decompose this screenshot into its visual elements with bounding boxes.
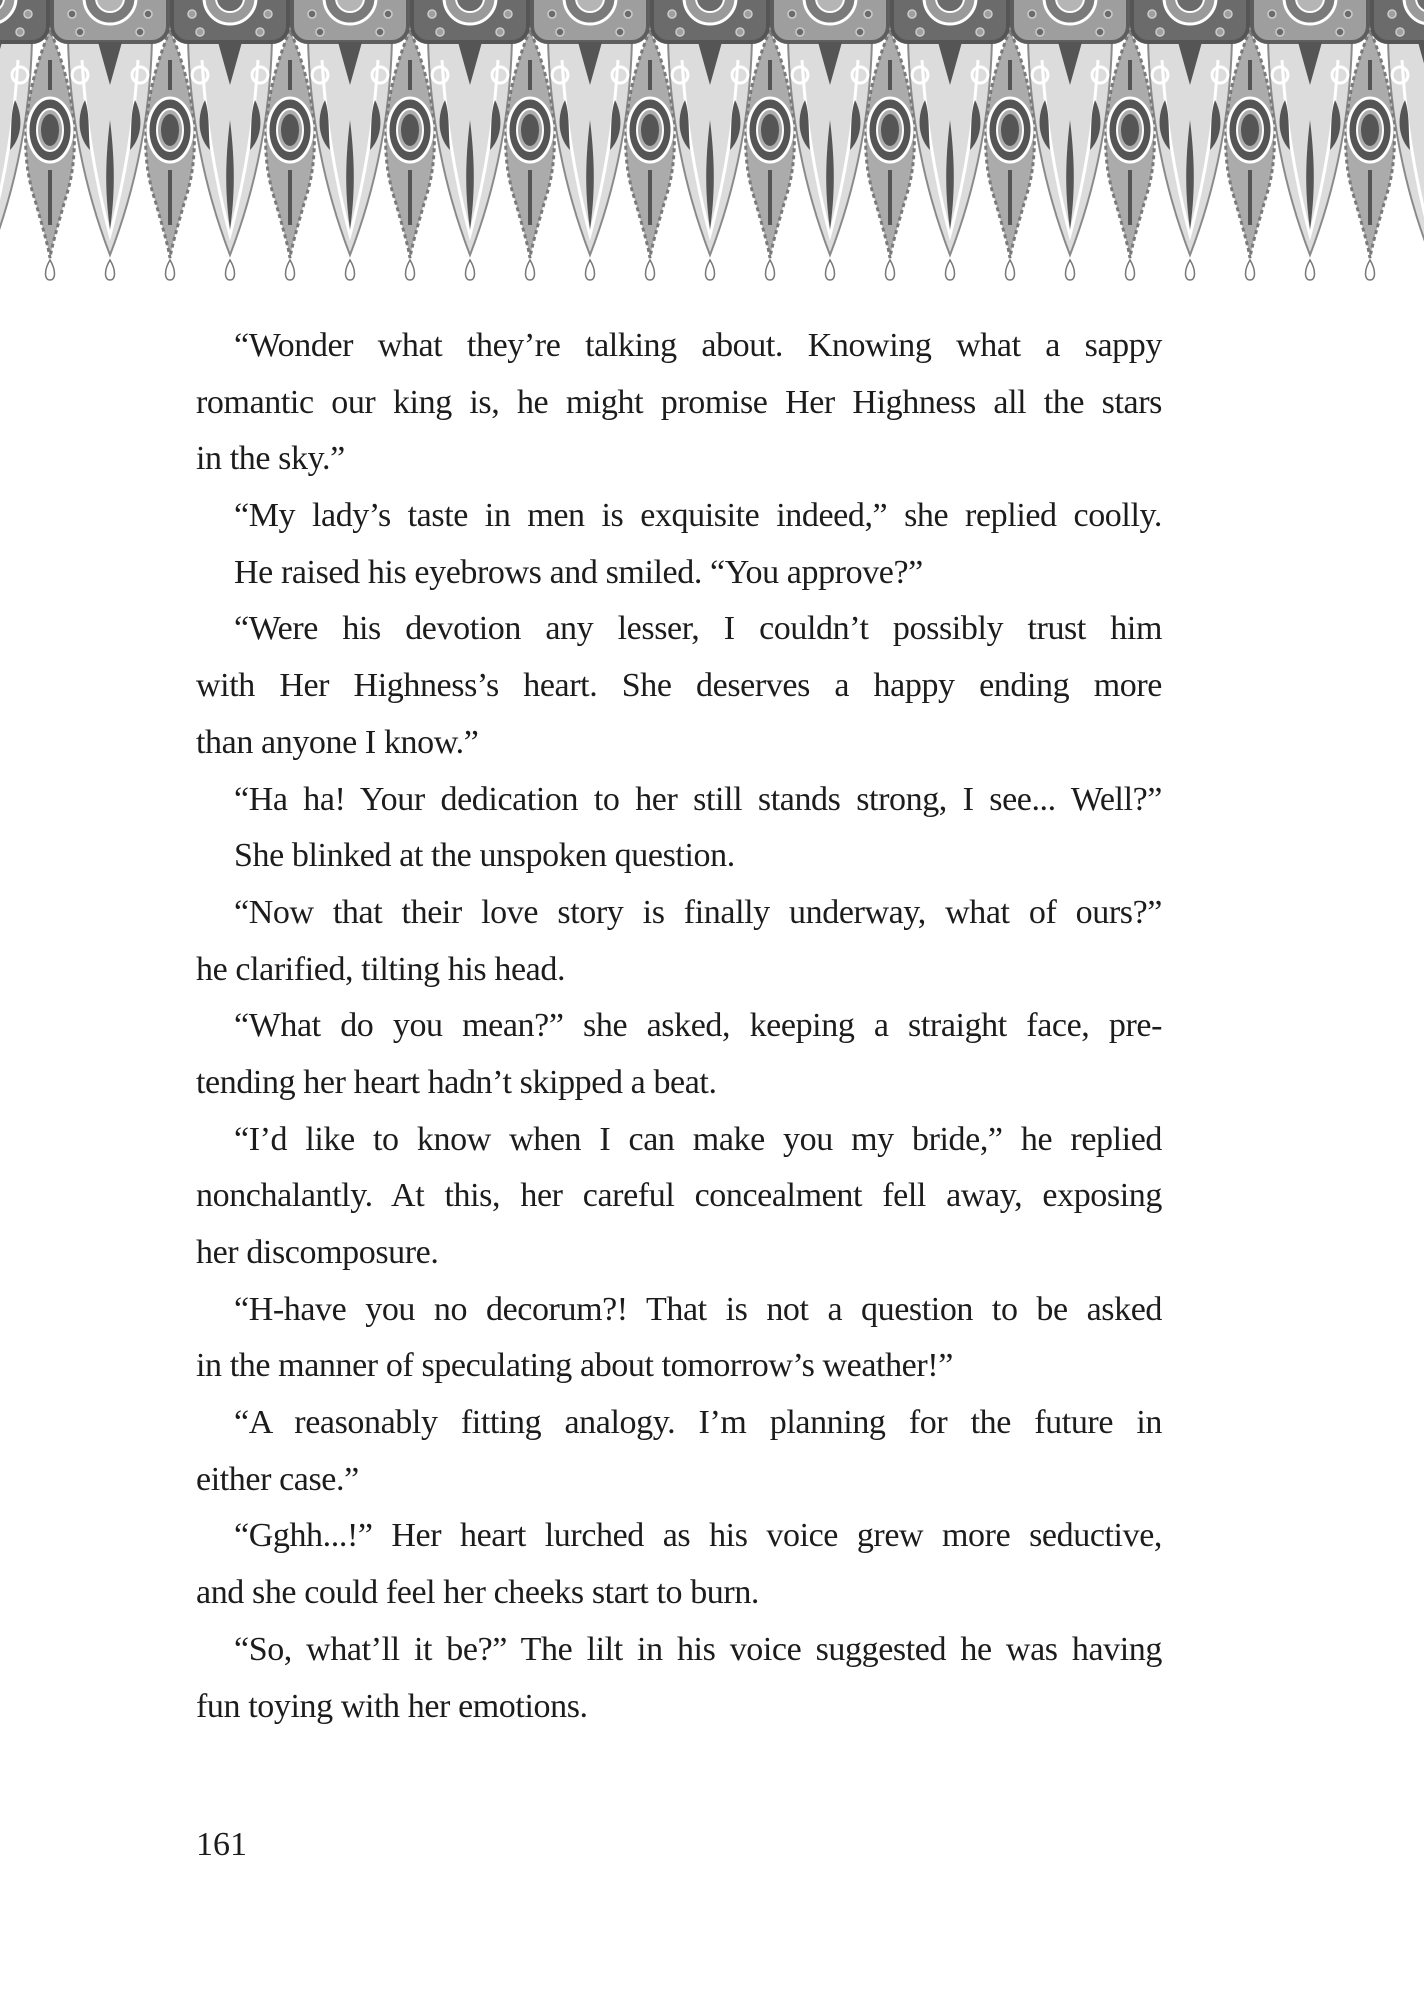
text-line: in the manner of speculating about tomorrow’s weather!” — [196, 1347, 953, 1385]
text-line: fun toying with her emotions. — [196, 1687, 588, 1725]
body-text — [196, 318, 1162, 1735]
page-number: 161 — [196, 1826, 247, 1863]
text-line: and she could feel her cheeks start to burn. — [196, 1574, 760, 1612]
text-line: “Ha ha! Your dedication to her still stands strong, I see... Well?” — [234, 780, 1162, 818]
text-line: He raised his eyebrows and smiled. “You approve?” — [234, 553, 923, 591]
text-line: with Her Highness’s heart. She deserves a happy ending more — [196, 667, 1162, 705]
text-line: “H-have you no decorum?! That is not a question to be asked — [234, 1290, 1162, 1328]
text-line: “My lady’s taste in men is exquisite indeed,” she replied coolly. — [234, 497, 1162, 535]
text-line: “Were his devotion any lesser, I couldn’t possibly trust him — [234, 610, 1162, 648]
text-line: “I’d like to know when I can make you my bride,” he replied — [234, 1120, 1162, 1158]
text-line: nonchalantly. At this, her careful concealment fell away, exposing — [196, 1177, 1162, 1215]
text-line: She blinked at the unspoken question. — [234, 837, 735, 875]
text-line: “A reasonably fitting analogy. I’m planning for the future in — [234, 1404, 1162, 1442]
text-line: than anyone I know.” — [196, 723, 479, 761]
text-line: “Gghh...!” Her heart lurched as his voice grew more seductive, — [234, 1517, 1162, 1555]
text-line: he clarified, tilting his head. — [196, 950, 566, 988]
text-line: “Now that their love story is finally underway, what of ours?” — [234, 893, 1162, 931]
text-line: “Wonder what they’re talking about. Knowing what a sappy — [234, 327, 1162, 364]
text-line: her discomposure. — [196, 1234, 439, 1271]
text-line: “What do you mean?” she asked, keeping a straight face, pre- — [234, 1007, 1162, 1045]
text-line: tending her heart hadn’t skipped a beat. — [196, 1063, 717, 1101]
text-line: romantic our king is, he might promise Her Highness all the stars — [196, 383, 1162, 421]
ornamental-header-border — [0, 0, 1424, 290]
text-line: in the sky.” — [196, 440, 345, 478]
text-line: either case.” — [196, 1460, 359, 1498]
text-line: “So, what’ll it be?” The lilt in his voice suggested he was having — [234, 1630, 1162, 1668]
